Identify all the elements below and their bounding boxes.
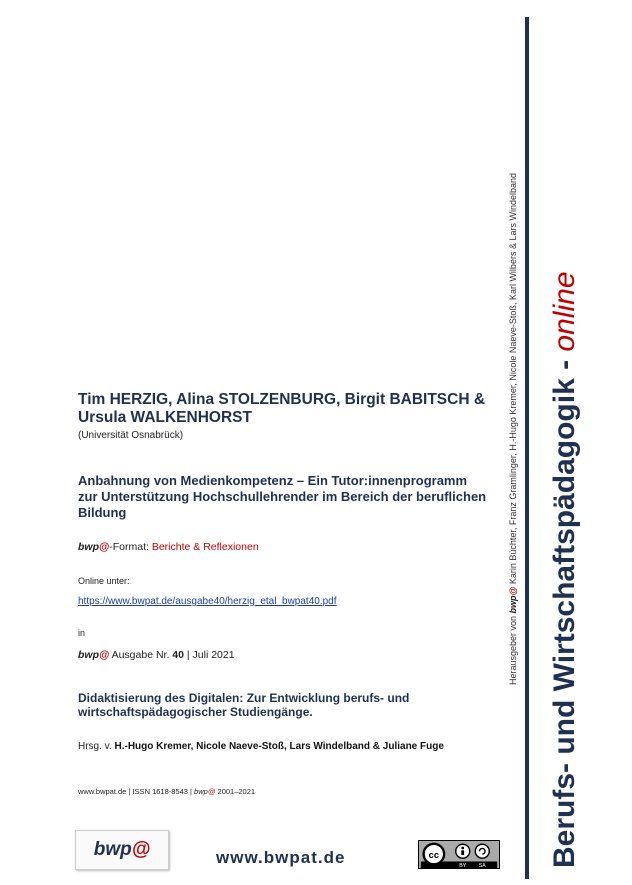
bwp-brand: bwp — [78, 541, 99, 553]
issue-number: 40 — [172, 649, 184, 661]
format-value: Berichte & Reflexionen — [151, 541, 259, 553]
svg-text:SA: SA — [478, 863, 486, 869]
issue-date: | Juli 2021 — [183, 649, 235, 661]
bwp-at: @ — [207, 787, 216, 796]
pdf-link[interactable]: https://www.bwpat.de/ausgabe40/herzig_etal_bwpat40.pdf — [78, 596, 337, 607]
bwp-at: @ — [99, 541, 110, 553]
bwp-brand: bwp — [78, 649, 99, 661]
issue-subtitle: Didaktisierung des Digitalen: Zur Entwicklung berufs- und wirtschaftspädagogischer Studiengänge. — [78, 691, 410, 719]
issue-text: Ausgabe Nr. — [109, 649, 173, 661]
journal-title — [548, 271, 582, 868]
editors-names: H.-Hugo Kremer, Nicole Naeve-Stoß, Lars Windelband & Juliane Fuge — [114, 741, 444, 752]
sa-icon — [475, 844, 489, 858]
bwp-at: @ — [508, 586, 518, 596]
footer-years: 2001–2021 — [215, 787, 256, 796]
format-label: -Format: — [109, 541, 152, 553]
editors-line — [78, 741, 444, 752]
logo-text: bwp — [93, 839, 132, 860]
paper-title: Anbahnung von Medienkompetenz – Ein Tutor:innenprogramm zur Unterstützung Hochschullehrender im Bereich der beruflichen Bildung — [78, 473, 487, 520]
journal-name: Berufs- und Wirtschaftspädagogik - — [548, 351, 581, 868]
bwp-brand: bwp — [508, 595, 518, 614]
bwp-logo — [75, 830, 169, 870]
vertical-divider — [525, 17, 529, 879]
journal-online: online — [548, 271, 581, 352]
svg-text:BY: BY — [459, 863, 467, 869]
website-url[interactable]: www.bwpat.de — [216, 848, 346, 867]
editors-label: Hrsg. v. — [78, 741, 115, 752]
footer-text: www.bwpat.de | ISSN 1618-8543 | — [78, 787, 195, 796]
vertical-editors — [508, 65, 518, 685]
bwp-at: @ — [99, 649, 110, 661]
online-label: Online unter: — [78, 576, 130, 586]
issue-line — [78, 649, 235, 661]
svg-text:cc: cc — [428, 849, 440, 860]
footer-line — [78, 787, 255, 796]
affiliation: (Universität Osnabrück) — [78, 430, 184, 441]
format-line — [78, 541, 259, 553]
bwp-brand: bwp — [194, 787, 208, 796]
in-label: in — [78, 628, 86, 638]
editors-list: Karin Büchter, Franz Gramlinger, H.-Hugo Kremer, Nicole Naeve-Stoß, Karl Wilbers & Lars Windelband — [508, 173, 518, 587]
authors: Tim HERZIG, Alina STOLZENBURG, Birgit BABITSCH & Ursula WALKENHORST — [78, 391, 486, 426]
logo-at: @ — [131, 839, 151, 860]
cc-license-badge — [418, 840, 500, 869]
editors-prefix: Herausgeber von — [508, 613, 518, 685]
